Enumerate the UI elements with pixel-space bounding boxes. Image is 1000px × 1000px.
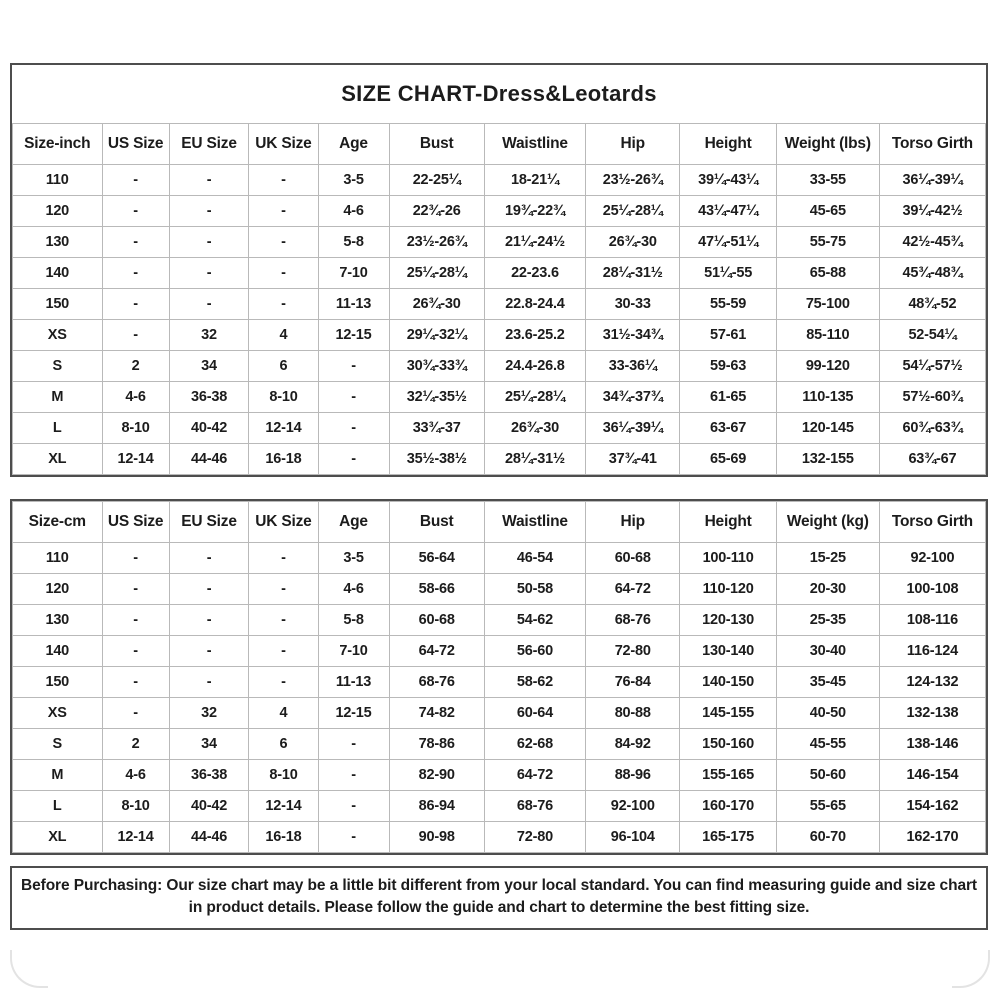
table-cell: 130-140	[680, 636, 776, 667]
table-cell: 40-42	[169, 413, 249, 444]
column-header: EU Size	[169, 502, 249, 543]
table-cell: 72-80	[484, 822, 585, 853]
table-cell: 36¼-39¼	[879, 165, 985, 196]
table-cell: 8-10	[102, 413, 169, 444]
table-cell: -	[169, 636, 249, 667]
table-cell: 85-110	[776, 320, 879, 351]
table-cell: 32	[169, 698, 249, 729]
column-header: Torso Girth	[879, 502, 985, 543]
table-cell: 108-116	[879, 605, 985, 636]
table-cell: 100-110	[680, 543, 776, 574]
column-header: Bust	[389, 124, 484, 165]
table-cell: -	[102, 227, 169, 258]
table-cell: 56-60	[484, 636, 585, 667]
table-row	[13, 543, 986, 574]
table-cell: 64-72	[586, 574, 680, 605]
table-cell: -	[249, 605, 318, 636]
size-table-cm	[12, 501, 986, 853]
table-cell: 88-96	[586, 760, 680, 791]
table-cell: 60-70	[776, 822, 879, 853]
table-cell: 68-76	[389, 667, 484, 698]
table-row	[13, 698, 986, 729]
table-cell: 59-63	[680, 351, 776, 382]
table-cell: 6	[249, 351, 318, 382]
table-cell: 25¼-28¼	[389, 258, 484, 289]
table-cell: 92-100	[879, 543, 985, 574]
rounded-corner-decoration-right	[952, 950, 990, 988]
table-row	[13, 196, 986, 227]
table-cell: -	[102, 543, 169, 574]
column-header: Torso Girth	[879, 124, 985, 165]
table-cell: 39¼-42½	[879, 196, 985, 227]
table-row	[13, 351, 986, 382]
table-cell: 162-170	[879, 822, 985, 853]
table-cell: 154-162	[879, 791, 985, 822]
table-cell: -	[102, 605, 169, 636]
table-row	[13, 605, 986, 636]
table-cell: 2	[102, 729, 169, 760]
table-cell: 35½-38½	[389, 444, 484, 475]
column-header: UK Size	[249, 502, 318, 543]
table-cell: -	[169, 574, 249, 605]
column-header: Weight (lbs)	[776, 124, 879, 165]
table-cell: 31½-34¾	[586, 320, 680, 351]
table-row	[13, 227, 986, 258]
table-cell: 12-15	[318, 698, 389, 729]
table-cell: 132-138	[879, 698, 985, 729]
table-cell: 120	[13, 574, 103, 605]
table-cell: 140	[13, 636, 103, 667]
table-cell: 16-18	[249, 444, 318, 475]
table-cell: 55-65	[776, 791, 879, 822]
table-cell: 146-154	[879, 760, 985, 791]
table-cell: 11-13	[318, 289, 389, 320]
table-cell: 25¼-28¼	[484, 382, 585, 413]
table-cell: 150-160	[680, 729, 776, 760]
table-cell: 22.8-24.4	[484, 289, 585, 320]
table-cell: 6	[249, 729, 318, 760]
table-cell: 60-64	[484, 698, 585, 729]
table-cell: 3-5	[318, 543, 389, 574]
table-cell: 34	[169, 351, 249, 382]
table-cell: 124-132	[879, 667, 985, 698]
table-cell: -	[102, 636, 169, 667]
table-cell: 22-23.6	[484, 258, 585, 289]
table-row	[13, 165, 986, 196]
table-cell: -	[318, 444, 389, 475]
table-cell: 45-65	[776, 196, 879, 227]
table-cell: 12-14	[249, 413, 318, 444]
table-cell: 100-108	[879, 574, 985, 605]
inch-table-box	[10, 63, 988, 477]
table-cell: 22-25¼	[389, 165, 484, 196]
table-cell: 26¾-30	[484, 413, 585, 444]
table-cell: 44-46	[169, 822, 249, 853]
table-cell: 28¼-31½	[586, 258, 680, 289]
table-cell: XS	[13, 320, 103, 351]
table-cell: -	[249, 574, 318, 605]
table-cell: 96-104	[586, 822, 680, 853]
table-cell: 63¾-67	[879, 444, 985, 475]
table-cell: 3-5	[318, 165, 389, 196]
table-cell: 110	[13, 543, 103, 574]
table-cell: 34¾-37¾	[586, 382, 680, 413]
table-cell: -	[102, 667, 169, 698]
table-cell: 8-10	[249, 382, 318, 413]
table-cell: 72-80	[586, 636, 680, 667]
table-cell: 8-10	[102, 791, 169, 822]
table-cell: 58-66	[389, 574, 484, 605]
table-cell: 36¼-39¼	[586, 413, 680, 444]
table-cell: 52-54¼	[879, 320, 985, 351]
table-cell: 20-30	[776, 574, 879, 605]
table-cell: 33-55	[776, 165, 879, 196]
table-cell: 90-98	[389, 822, 484, 853]
table-cell: 160-170	[680, 791, 776, 822]
table-cell: M	[13, 382, 103, 413]
table-row	[13, 791, 986, 822]
table-cell: 45¾-48¾	[879, 258, 985, 289]
table-cell: -	[249, 543, 318, 574]
table-cell: 22¾-26	[389, 196, 484, 227]
table-cell: 46-54	[484, 543, 585, 574]
table-cell: 28¼-31½	[484, 444, 585, 475]
table-cell: 82-90	[389, 760, 484, 791]
table-cell: 74-82	[389, 698, 484, 729]
table-cell: -	[249, 196, 318, 227]
table-cell: 47¼-51¼	[680, 227, 776, 258]
table-cell: 78-86	[389, 729, 484, 760]
table-cell: 4	[249, 320, 318, 351]
table-cell: 5-8	[318, 227, 389, 258]
table-cell: 4-6	[102, 760, 169, 791]
table-cell: -	[102, 258, 169, 289]
table-cell: 15-25	[776, 543, 879, 574]
table-cell: 34	[169, 729, 249, 760]
table-cell: 4-6	[318, 574, 389, 605]
rounded-corner-decoration-left	[10, 950, 48, 988]
table-cell: 54-62	[484, 605, 585, 636]
table-cell: 4	[249, 698, 318, 729]
table-row	[13, 320, 986, 351]
table-cell: 120-130	[680, 605, 776, 636]
table-cell: -	[102, 165, 169, 196]
table-row	[13, 413, 986, 444]
table-cell: 58-62	[484, 667, 585, 698]
table-cell: -	[249, 636, 318, 667]
table-row	[13, 667, 986, 698]
table-cell: -	[249, 667, 318, 698]
column-header: Age	[318, 124, 389, 165]
table-row	[13, 289, 986, 320]
table-cell: 23½-26¾	[389, 227, 484, 258]
table-cell: L	[13, 791, 103, 822]
table-cell: 16-18	[249, 822, 318, 853]
table-cell: 110-135	[776, 382, 879, 413]
table-cell: -	[318, 729, 389, 760]
table-cell: 24.4-26.8	[484, 351, 585, 382]
column-header: Height	[680, 124, 776, 165]
table-cell: -	[169, 258, 249, 289]
table-cell: -	[169, 605, 249, 636]
table-cell: 99-120	[776, 351, 879, 382]
table-cell: 21¼-24½	[484, 227, 585, 258]
table-cell: -	[318, 760, 389, 791]
header-row	[13, 124, 986, 165]
table-cell: 30-40	[776, 636, 879, 667]
table-cell: 55-75	[776, 227, 879, 258]
table-cell: 51¼-55	[680, 258, 776, 289]
table-cell: 19¾-22¾	[484, 196, 585, 227]
cm-table-box	[10, 499, 988, 855]
table-cell: 5-8	[318, 605, 389, 636]
table-cell: -	[102, 698, 169, 729]
table-cell: 12-15	[318, 320, 389, 351]
column-header: UK Size	[249, 124, 318, 165]
table-cell: 92-100	[586, 791, 680, 822]
table-cell: 57½-60¾	[879, 382, 985, 413]
column-header: Size-cm	[13, 502, 103, 543]
column-header: US Size	[102, 502, 169, 543]
table-cell: -	[249, 258, 318, 289]
table-cell: 8-10	[249, 760, 318, 791]
table-cell: 32	[169, 320, 249, 351]
table-cell: -	[169, 165, 249, 196]
table-cell: -	[169, 227, 249, 258]
table-cell: -	[318, 822, 389, 853]
table-cell: 11-13	[318, 667, 389, 698]
table-cell: 37¾-41	[586, 444, 680, 475]
table-cell: 155-165	[680, 760, 776, 791]
column-header: Height	[680, 502, 776, 543]
table-cell: 36-38	[169, 382, 249, 413]
table-cell: 76-84	[586, 667, 680, 698]
table-cell: -	[102, 320, 169, 351]
table-cell: 39¼-43¼	[680, 165, 776, 196]
table-cell: 7-10	[318, 636, 389, 667]
table-cell: 84-92	[586, 729, 680, 760]
table-cell: 25-35	[776, 605, 879, 636]
table-cell: 25¼-28¼	[586, 196, 680, 227]
table-cell: 50-58	[484, 574, 585, 605]
table-cell: 18-21¼	[484, 165, 585, 196]
table-cell: 64-72	[389, 636, 484, 667]
table-cell: 140-150	[680, 667, 776, 698]
table-cell: 57-61	[680, 320, 776, 351]
table-cell: 140	[13, 258, 103, 289]
table-cell: 26¾-30	[586, 227, 680, 258]
table-cell: 30-33	[586, 289, 680, 320]
table-cell: 33¾-37	[389, 413, 484, 444]
table-cell: 54¼-57½	[879, 351, 985, 382]
table-row	[13, 574, 986, 605]
column-header: Hip	[586, 124, 680, 165]
column-header: Waistline	[484, 502, 585, 543]
table-cell: L	[13, 413, 103, 444]
table-cell: 116-124	[879, 636, 985, 667]
table-row	[13, 444, 986, 475]
chart-title: SIZE CHART-Dress&Leotards	[341, 81, 657, 106]
column-header: Age	[318, 502, 389, 543]
table-row	[13, 822, 986, 853]
table-cell: 2	[102, 351, 169, 382]
header-row	[13, 502, 986, 543]
table-cell: 12-14	[102, 444, 169, 475]
table-cell: -	[169, 289, 249, 320]
table-cell: 26¾-30	[389, 289, 484, 320]
table-cell: 165-175	[680, 822, 776, 853]
table-cell: 23½-26¾	[586, 165, 680, 196]
table-cell: 40-50	[776, 698, 879, 729]
table-row	[13, 258, 986, 289]
column-header: Bust	[389, 502, 484, 543]
table-cell: 60-68	[389, 605, 484, 636]
table-cell: 65-69	[680, 444, 776, 475]
table-cell: 138-146	[879, 729, 985, 760]
table-cell: 43¼-47¼	[680, 196, 776, 227]
table-cell: 36-38	[169, 760, 249, 791]
table-cell: 68-76	[586, 605, 680, 636]
column-header: EU Size	[169, 124, 249, 165]
table-cell: 12-14	[102, 822, 169, 853]
table-cell: 44-46	[169, 444, 249, 475]
table-cell: 35-45	[776, 667, 879, 698]
table-cell: -	[318, 351, 389, 382]
table-cell: 110	[13, 165, 103, 196]
table-row	[13, 760, 986, 791]
table-cell: 45-55	[776, 729, 879, 760]
table-cell: 4-6	[102, 382, 169, 413]
table-cell: 55-59	[680, 289, 776, 320]
table-cell: S	[13, 351, 103, 382]
table-cell: 120	[13, 196, 103, 227]
table-cell: -	[169, 667, 249, 698]
table-cell: -	[318, 382, 389, 413]
table-cell: -	[249, 165, 318, 196]
purchase-note-text: Before Purchasing: Our size chart may be a little bit different from your local standard. You can find measuring guide and size chart in product details. Please follow the guide and chart to determine the best fitting size.	[21, 877, 977, 917]
table-cell: 40-42	[169, 791, 249, 822]
table-cell: 4-6	[318, 196, 389, 227]
table-cell: XL	[13, 444, 103, 475]
table-cell: 65-88	[776, 258, 879, 289]
table-cell: 48¾-52	[879, 289, 985, 320]
table-cell: -	[102, 289, 169, 320]
column-header: Weight (kg)	[776, 502, 879, 543]
table-cell: 32¼-35½	[389, 382, 484, 413]
table-cell: 145-155	[680, 698, 776, 729]
table-cell: -	[169, 196, 249, 227]
table-cell: 150	[13, 289, 103, 320]
table-cell: -	[249, 289, 318, 320]
table-cell: 56-64	[389, 543, 484, 574]
table-row	[13, 382, 986, 413]
table-cell: -	[169, 543, 249, 574]
table-cell: -	[102, 574, 169, 605]
table-cell: 64-72	[484, 760, 585, 791]
table-cell: 60-68	[586, 543, 680, 574]
table-cell: 130	[13, 227, 103, 258]
table-cell: -	[318, 791, 389, 822]
table-cell: 86-94	[389, 791, 484, 822]
table-cell: 23.6-25.2	[484, 320, 585, 351]
table-cell: -	[249, 227, 318, 258]
table-cell: XL	[13, 822, 103, 853]
table-cell: 50-60	[776, 760, 879, 791]
table-cell: M	[13, 760, 103, 791]
size-table-inch	[12, 123, 986, 475]
table-cell: S	[13, 729, 103, 760]
table-cell: 33-36¼	[586, 351, 680, 382]
table-cell: -	[102, 196, 169, 227]
table-cell: 68-76	[484, 791, 585, 822]
table-cell: 12-14	[249, 791, 318, 822]
table-cell: -	[318, 413, 389, 444]
table-cell: 75-100	[776, 289, 879, 320]
column-header: Size-inch	[13, 124, 103, 165]
table-cell: 80-88	[586, 698, 680, 729]
table-cell: 7-10	[318, 258, 389, 289]
table-cell: 120-145	[776, 413, 879, 444]
column-header: US Size	[102, 124, 169, 165]
table-cell: 61-65	[680, 382, 776, 413]
table-cell: 30¾-33¾	[389, 351, 484, 382]
table-cell: 63-67	[680, 413, 776, 444]
table-cell: 42½-45¾	[879, 227, 985, 258]
table-cell: 132-155	[776, 444, 879, 475]
purchase-note-box	[10, 866, 988, 930]
table-cell: 29¼-32¼	[389, 320, 484, 351]
table-cell: 150	[13, 667, 103, 698]
table-cell: XS	[13, 698, 103, 729]
table-cell: 62-68	[484, 729, 585, 760]
table-cell: 110-120	[680, 574, 776, 605]
column-header: Waistline	[484, 124, 585, 165]
table-cell: 130	[13, 605, 103, 636]
column-header: Hip	[586, 502, 680, 543]
table-row	[13, 729, 986, 760]
table-cell: 60¾-63¾	[879, 413, 985, 444]
table-row	[13, 636, 986, 667]
